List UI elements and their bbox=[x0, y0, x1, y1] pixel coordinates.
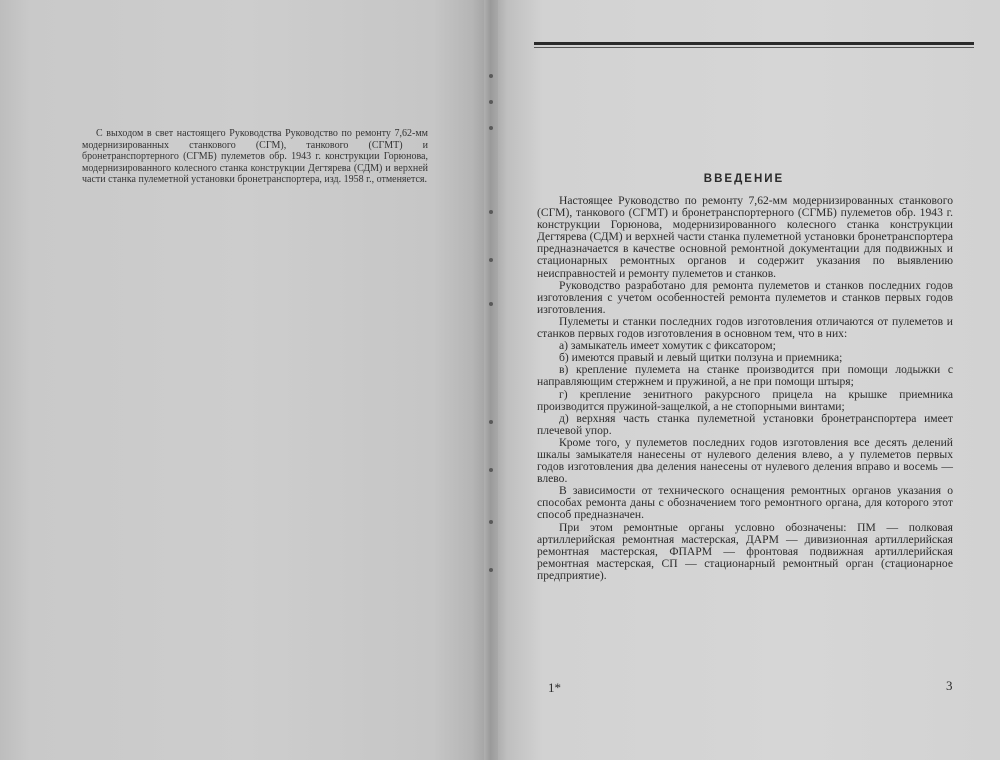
staple-hole bbox=[489, 568, 493, 572]
signature-mark: 1* bbox=[548, 680, 561, 695]
paragraph: Пулеметы и станки последних годов изготовления отличаются от пулеметов и станков первых годов изготовления в основном тем, что в них: bbox=[537, 314, 953, 341]
header-rule bbox=[534, 42, 974, 45]
page-number: 3 bbox=[946, 678, 953, 693]
paragraph: Руководство разработано для ремонта пулеметов и станков последних годов изготовления с учетом особенностей ремонта пулеметов и станков первых годов изготовления. bbox=[537, 278, 953, 316]
section-title: ВВЕДЕНИЕ bbox=[703, 173, 785, 185]
list-item: д) верхняя часть станка пулеметной установки бронетранспортера имеет плечевой упор. bbox=[537, 411, 953, 437]
staple-hole bbox=[489, 520, 493, 524]
introduction-text bbox=[537, 195, 953, 582]
cancellation-notice: С выходом в свет настоящего Руководства Руководство по ремонту 7,62-мм модернизированных станкового (СГМ), танкового (СГМТ) и бронетранспортерного (СГМБ) пулеметов обр. 1943 г. конструкции Горюнова, модернизированного колесного станка конструкции Дегтярева (СДМ) и верхней части станка пулеметной установки бронетранспортера, изд. 1958 г., отменяется. bbox=[82, 128, 428, 186]
list-item: в) крепление пулемета на станке производится при помощи лодыжки с направляющим стержнем и пружиной, а не при помощи штыря; bbox=[537, 363, 953, 389]
staple-hole bbox=[489, 100, 493, 104]
paragraph: Настоящее Руководство по ремонту 7,62-мм модернизированных станкового (СГМ), танкового (СГМТ) и бронетранспортерного (СГМБ) пулеметов обр. 1943 г. конструкции Горюнова, модернизированного колесного станка конструкции Дегтярева (СДМ) и верхней части станка пулеметной установки бронетранспортера предназначается в качестве основной ремонтной документации для подвижных и стационарных ремонтных органов и содержит указания по выявлению неисправностей и ремонту пулеметов и станков. bbox=[537, 194, 953, 280]
staple-hole bbox=[489, 302, 493, 306]
list-item: б) имеются правый и левый щитки ползуна и приемника; bbox=[559, 351, 843, 365]
staple-hole bbox=[489, 74, 493, 78]
left-page bbox=[0, 0, 492, 760]
staple-hole bbox=[489, 258, 493, 262]
staple-hole bbox=[489, 420, 493, 424]
list-item: а) замыкатель имеет хомутик с фиксатором; bbox=[559, 339, 776, 353]
header-rule-thin bbox=[534, 47, 974, 48]
staple-hole bbox=[489, 126, 493, 130]
paragraph: При этом ремонтные органы условно обозначены: ПМ — полковая артиллерийская ремонтная мастерская, ДАРМ — дивизионная артиллерийская ремонтная мастерская, ФПАРМ — фронтовая подвижная артиллерийская ремонтная мастерская, СП — стационарный ремонтный орган (стационарное предприятие). bbox=[537, 520, 953, 582]
paragraph: Кроме того, у пулеметов последних годов изготовления все десять делений шкалы замыкателя нанесены от нулевого деления влево, а у пулеметов первых годов изготовления два деления нанесены от нулевого деления вправо и восемь — влево. bbox=[537, 435, 953, 486]
paragraph: В зависимости от технического оснащения ремонтных органов указания о способах ремонта даны с обозначением того ремонтного органа, для которого этот способ предназначен. bbox=[537, 484, 953, 522]
list-item: г) крепление зенитного ракурсного прицела на крышке приемника производится пружиной-защелкой, а не стопорными винтами; bbox=[537, 387, 953, 413]
binding-gutter bbox=[484, 0, 498, 760]
staple-hole bbox=[489, 468, 493, 472]
staple-hole bbox=[489, 210, 493, 214]
